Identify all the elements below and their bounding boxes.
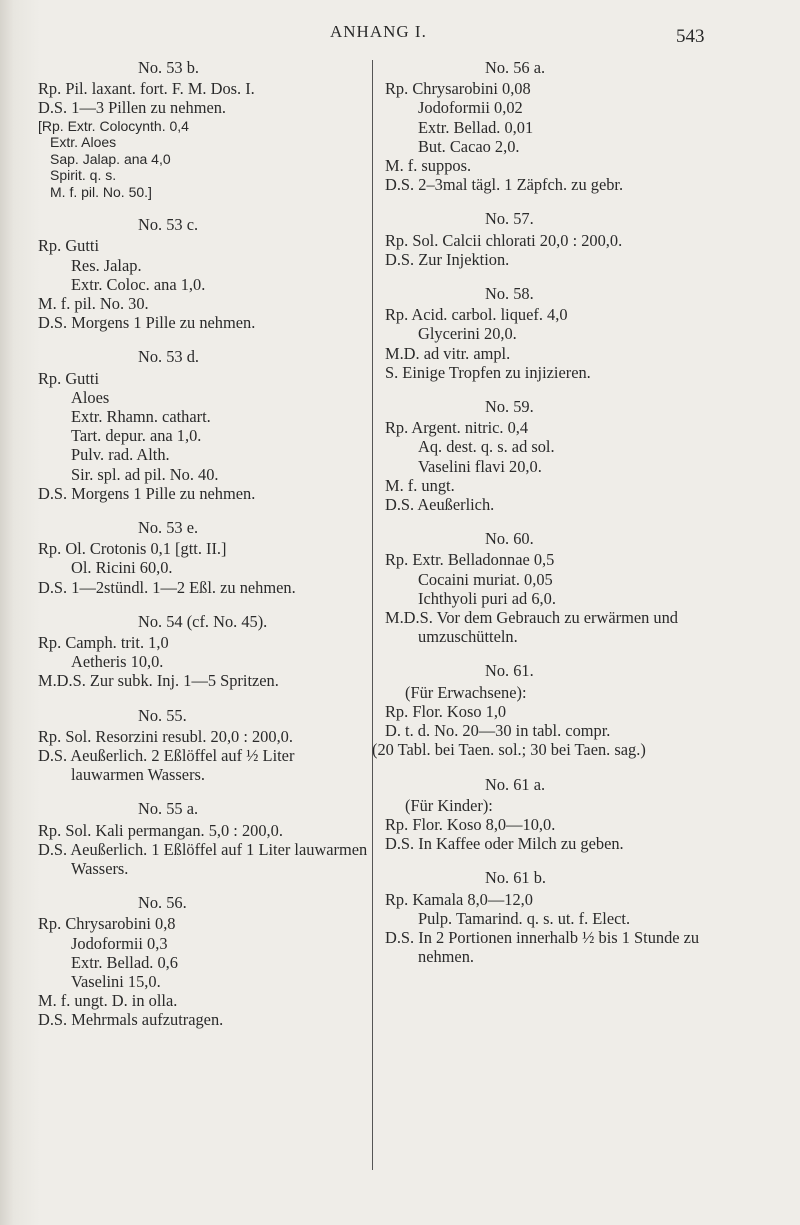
prescription-number: No. 56 a.: [485, 58, 546, 77]
prescription-line: Pulp. Tamarind. q. s. ut. f. Elect.: [418, 908, 631, 928]
prescription-line: Rp. Extr. Belladonnae 0,5: [385, 550, 555, 570]
right-column: [372, 58, 730, 981]
prescription-line: D.S. Zur Injektion.: [385, 249, 510, 269]
prescription-line: M.D.S. Vor dem Gebrauch zu erwärmen und umzuschütteln.: [385, 608, 678, 647]
prescription-entry: [385, 58, 730, 194]
prescription-line: [Rp. Extr. Colocynth. 0,4: [38, 117, 189, 134]
prescription-line: D.S. 2–3mal tägl. 1 Zäpfch. zu gebr.: [385, 175, 624, 195]
prescription-line: (20 Tabl. bei Taen. sol.; 30 bei Taen. sag.): [372, 740, 646, 760]
prescription-entry: [38, 215, 368, 332]
prescription-line: M.D. ad vitr. ampl.: [385, 343, 511, 363]
prescription-line: (Für Kinder):: [405, 795, 493, 815]
prescription-line: S. Einige Tropfen zu injizieren.: [385, 362, 591, 382]
prescription-line: M. f. suppos.: [385, 156, 472, 176]
prescription-line: Aq. dest. q. s. ad sol.: [418, 437, 555, 457]
prescription-line: Rp. Flor. Koso 1,0: [385, 701, 507, 721]
prescription-number: No. 55.: [138, 705, 187, 725]
prescription-line: Rp. Chrysarobini 0,8: [38, 914, 176, 934]
prescription-number: No. 61 a.: [485, 774, 546, 794]
prescription-number: No. 57.: [485, 209, 534, 229]
prescription-entry: [385, 397, 730, 514]
prescription-line: D.S. 1—3 Pillen zu nehmen.: [38, 98, 227, 118]
prescription-line: Glycerini 20,0.: [418, 324, 517, 344]
prescription-line: Pulv. rad. Alth.: [71, 445, 170, 465]
prescription-line: Rp. Chrysarobini 0,08: [385, 79, 531, 99]
prescription-line: Res. Jalap.: [71, 255, 142, 275]
prescription-number: No. 61.: [485, 661, 534, 681]
running-title: ANHANG I.: [330, 22, 427, 41]
prescription-number: No. 53 b.: [138, 58, 200, 77]
prescription-line: D.S. Mehrmals aufzutragen.: [38, 1010, 224, 1030]
prescription-line: Rp. Sol. Resorzini resubl. 20,0 : 200,0.: [38, 726, 293, 746]
prescription-number: No. 53 d.: [138, 347, 200, 367]
prescription-line: D.S. In Kaffee oder Milch zu geben.: [385, 834, 624, 854]
prescription-line: Aetheris 10,0.: [71, 652, 164, 672]
prescription-line: Rp. Sol. Calcii chlorati 20,0 : 200,0.: [385, 230, 623, 250]
prescription-line: Rp. Kamala 8,0—12,0: [385, 889, 533, 909]
page-header: [0, 22, 800, 52]
prescription-entry: [385, 775, 730, 854]
prescription-line: Sap. Jalap. ana 4,0: [50, 150, 171, 167]
prescription-line: M. f. ungt. D. in olla.: [38, 991, 178, 1011]
prescription-number: No. 54 (cf. No. 45).: [138, 611, 268, 631]
prescription-entry: [38, 893, 368, 1029]
prescription-entry: [38, 518, 368, 597]
prescription-line: Aloes: [71, 387, 110, 407]
prescription-line: (Für Erwachsene):: [405, 682, 527, 702]
prescription-line: D.S. Aeußerlich. 1 Eßlöffel auf 1 Liter lauwarmen Wassers.: [38, 839, 368, 878]
prescription-line: Rp. Gutti: [38, 368, 100, 388]
prescription-line: Vaselini flavi 20,0.: [418, 456, 542, 476]
prescription-line: D.S. Aeußerlich.: [385, 495, 495, 515]
prescription-line: Extr. Bellad. 0,01: [418, 117, 534, 137]
prescription-number: No. 60.: [485, 529, 534, 549]
prescription-line: Rp. Camph. trit. 1,0: [38, 632, 169, 652]
prescription-line: Rp. Ol. Crotonis 0,1 [gtt. II.]: [38, 539, 227, 559]
prescription-line: Extr. Aloes: [50, 134, 117, 151]
prescription-line: Jodoformii 0,02: [418, 98, 523, 118]
prescription-line: M. f. ungt.: [385, 475, 455, 495]
prescription-line: Rp. Pil. laxant. fort. F. M. Dos. I.: [38, 79, 255, 99]
prescription-line: D.S. Morgens 1 Pille zu nehmen.: [38, 483, 256, 503]
prescription-entry: [38, 347, 368, 503]
prescription-line: Rp. Gutti: [38, 236, 100, 256]
prescription-line: Ol. Ricini 60,0.: [71, 558, 173, 578]
prescription-number: No. 58.: [485, 284, 534, 304]
prescription-line: D.S. Morgens 1 Pille zu nehmen.: [38, 313, 256, 333]
prescription-line: Rp. Flor. Koso 8,0—10,0.: [385, 814, 556, 834]
prescription-line: D.S. In 2 Portionen innerhalb ½ bis 1 Stunde zu nehmen.: [385, 927, 700, 967]
prescription-line: Rp. Sol. Kali permangan. 5,0 : 200,0.: [38, 820, 283, 840]
page-number: 543: [676, 26, 705, 47]
prescription-entry: [385, 209, 730, 269]
prescription-number: No. 55 a.: [138, 799, 199, 819]
prescription-line: D.S. 1—2stündl. 1—2 Eßl. zu nehmen.: [38, 577, 296, 597]
left-column: [38, 58, 368, 1045]
prescription-entry: [38, 706, 368, 785]
prescription-entry: [385, 868, 730, 966]
prescription-number: No. 61 b.: [485, 868, 547, 888]
prescription-entry: [385, 284, 730, 382]
prescription-entry: [38, 612, 368, 691]
prescription-line: Cocaini muriat. 0,05: [418, 569, 553, 589]
prescription-line: Rp. Argent. nitric. 0,4: [385, 418, 529, 438]
prescription-line: Tart. depur. ana 1,0.: [71, 426, 202, 446]
prescription-line: M. f. pil. No. 30.: [38, 293, 149, 313]
prescription-line: Sir. spl. ad pil. No. 40.: [71, 464, 219, 484]
prescription-number: No. 56.: [138, 893, 187, 913]
prescription-line: Jodoformii 0,3: [71, 933, 168, 953]
prescription-line: Spirit. q. s.: [50, 167, 117, 184]
prescription-line: M.D.S. Zur subk. Inj. 1—5 Spritzen.: [38, 671, 279, 691]
prescription-entry: [385, 529, 730, 646]
prescription-line: But. Cacao 2,0.: [418, 136, 520, 156]
prescription-line: Extr. Bellad. 0,6: [71, 952, 178, 972]
prescription-line: M. f. pil. No. 50.]: [50, 183, 152, 200]
column-divider: [372, 60, 373, 1170]
prescription-number: No. 59.: [485, 397, 534, 417]
prescription-entry: [372, 661, 730, 760]
prescription-entry: [38, 58, 368, 200]
prescription-entry: [38, 799, 368, 878]
prescription-line: Rp. Acid. carbol. liquef. 4,0: [385, 305, 568, 325]
prescription-line: D.S. Aeußerlich. 2 Eßlöffel auf ½ Liter lauwarmen Wassers.: [38, 745, 295, 785]
prescription-line: Ichthyoli puri ad 6,0.: [418, 588, 556, 608]
prescription-line: Vaselini 15,0.: [71, 972, 161, 992]
prescription-number: No. 53 e.: [138, 517, 199, 537]
prescription-number: No. 53 c.: [138, 215, 199, 235]
prescription-line: D. t. d. No. 20—30 in tabl. compr.: [385, 721, 611, 741]
prescription-line: Extr. Coloc. ana 1,0.: [71, 274, 206, 294]
prescription-line: Extr. Rhamn. cathart.: [71, 406, 211, 426]
